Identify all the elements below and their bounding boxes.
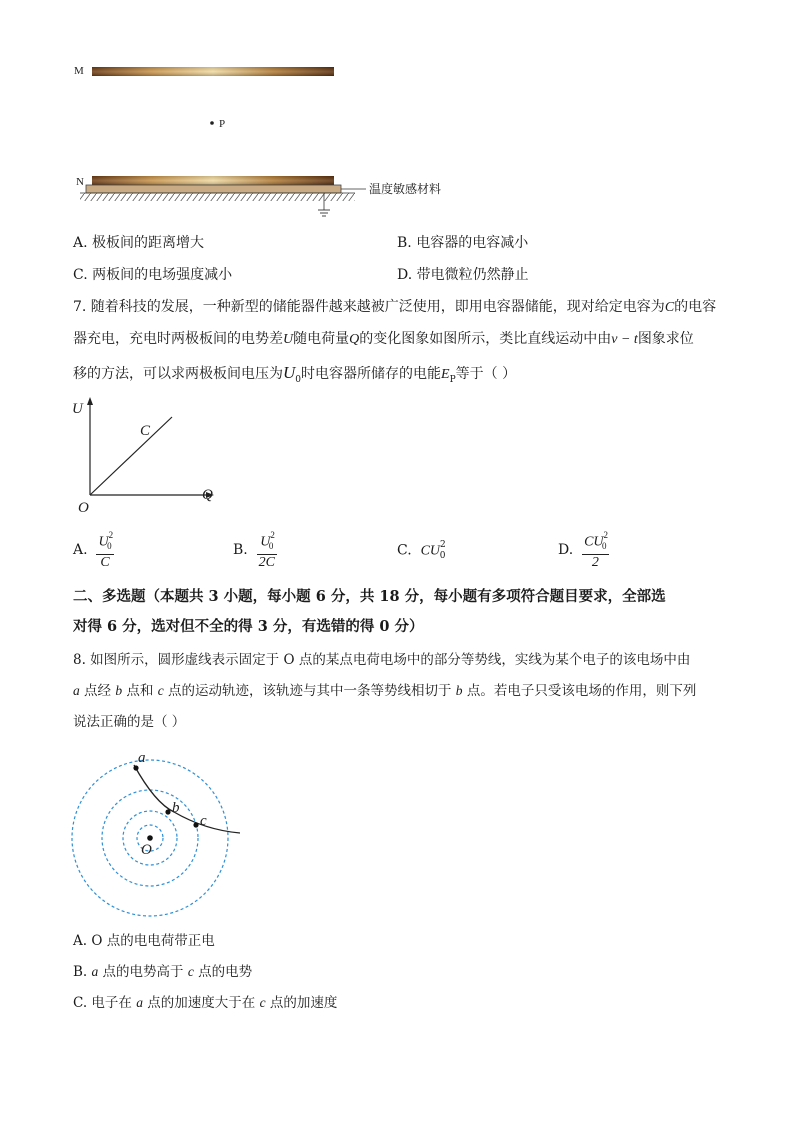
- label-m: M: [74, 65, 84, 77]
- q7-option-c: C. $CU^2_0$: [397, 540, 446, 562]
- point-p: [210, 121, 214, 125]
- axis-u-label: U: [72, 401, 83, 417]
- temperature-material: [86, 185, 341, 193]
- q6-option-a: A. 极板间的距离增大: [73, 235, 205, 251]
- label-p: P: [219, 118, 226, 130]
- origin-label: O: [78, 500, 89, 515]
- label-b: b: [172, 800, 180, 816]
- q8-line-1: 8. 如图所示，圆形虚线表示固定于 O 点的某点电荷电场中的部分等势线，实线为某个电子的该电场中由: [73, 652, 691, 668]
- q8-option-a: A. O 点的电电荷带正电: [73, 933, 215, 949]
- capacitor-figure: [60, 58, 380, 228]
- q7-option-b: B. $\frac{U^2_0}{2C}$: [233, 530, 275, 571]
- q7-graph: [70, 395, 230, 515]
- u-q-line: [90, 417, 172, 495]
- label-a: a: [138, 750, 146, 766]
- q8-equipotential-figure: [70, 745, 250, 920]
- q8-line-2: a 点经 b 点和 c 点的运动轨迹，该轨迹与其中一条等势线相切于 b 点。若电子只受该电场的作用，则下列: [73, 683, 697, 699]
- q7-line-3: 移的方法，可以求两极板间电压为$U_0$时电容器所储存的电能$E_P$等于（ ）: [73, 363, 517, 385]
- section-2-heading-line-2: 对得 6 分，选对但不全的得 3 分，有选错的得 0 分）: [73, 618, 424, 635]
- q7-option-d: D. $\frac{CU^2_0}{2}$: [558, 530, 609, 571]
- q6-option-d: D. 带电微粒仍然静止: [397, 267, 529, 283]
- q8-option-c: C. 电子在 a 点的加速度大于在 c 点的加速度: [73, 995, 338, 1011]
- point-o: [147, 835, 153, 841]
- point-b: [165, 809, 170, 814]
- point-c: [193, 822, 198, 827]
- label-material: 温度敏感材料: [369, 182, 442, 196]
- axis-q-label: Q: [202, 487, 213, 503]
- q8-option-b: B. a 点的电势高于 c 点的电势: [73, 964, 253, 980]
- electron-trajectory: [134, 765, 240, 833]
- q7-line-1: 7. 随着科技的发展，一种新型的储能器件越来越被广泛使用，即用电容器储能，现对给定电容为C的电容: [73, 299, 717, 315]
- q6-option-c: C. 两板间的电场强度减小: [73, 267, 233, 283]
- label-n: N: [76, 176, 84, 188]
- q7-option-a: A. $\frac{U^2_0}{C}$: [73, 530, 114, 571]
- q8-line-3: 说法正确的是（ ）: [73, 714, 186, 730]
- q7-line-2: 器充电，充电时两极板间的电势差U随电荷量Q的变化图象如图所示，类比直线运动中由v − t图象求位: [73, 331, 694, 347]
- section-2-heading-line-1: 二、多选题（本题共 3 小题，每小题 6 分，共 18 分，每小题有多项符合题目要求，全部选: [73, 588, 666, 605]
- label-c: c: [200, 813, 207, 829]
- label-o: O: [141, 842, 152, 858]
- q6-option-b: B. 电容器的电容减小: [397, 235, 529, 251]
- point-a: [133, 765, 138, 770]
- line-c-label: C: [140, 423, 151, 439]
